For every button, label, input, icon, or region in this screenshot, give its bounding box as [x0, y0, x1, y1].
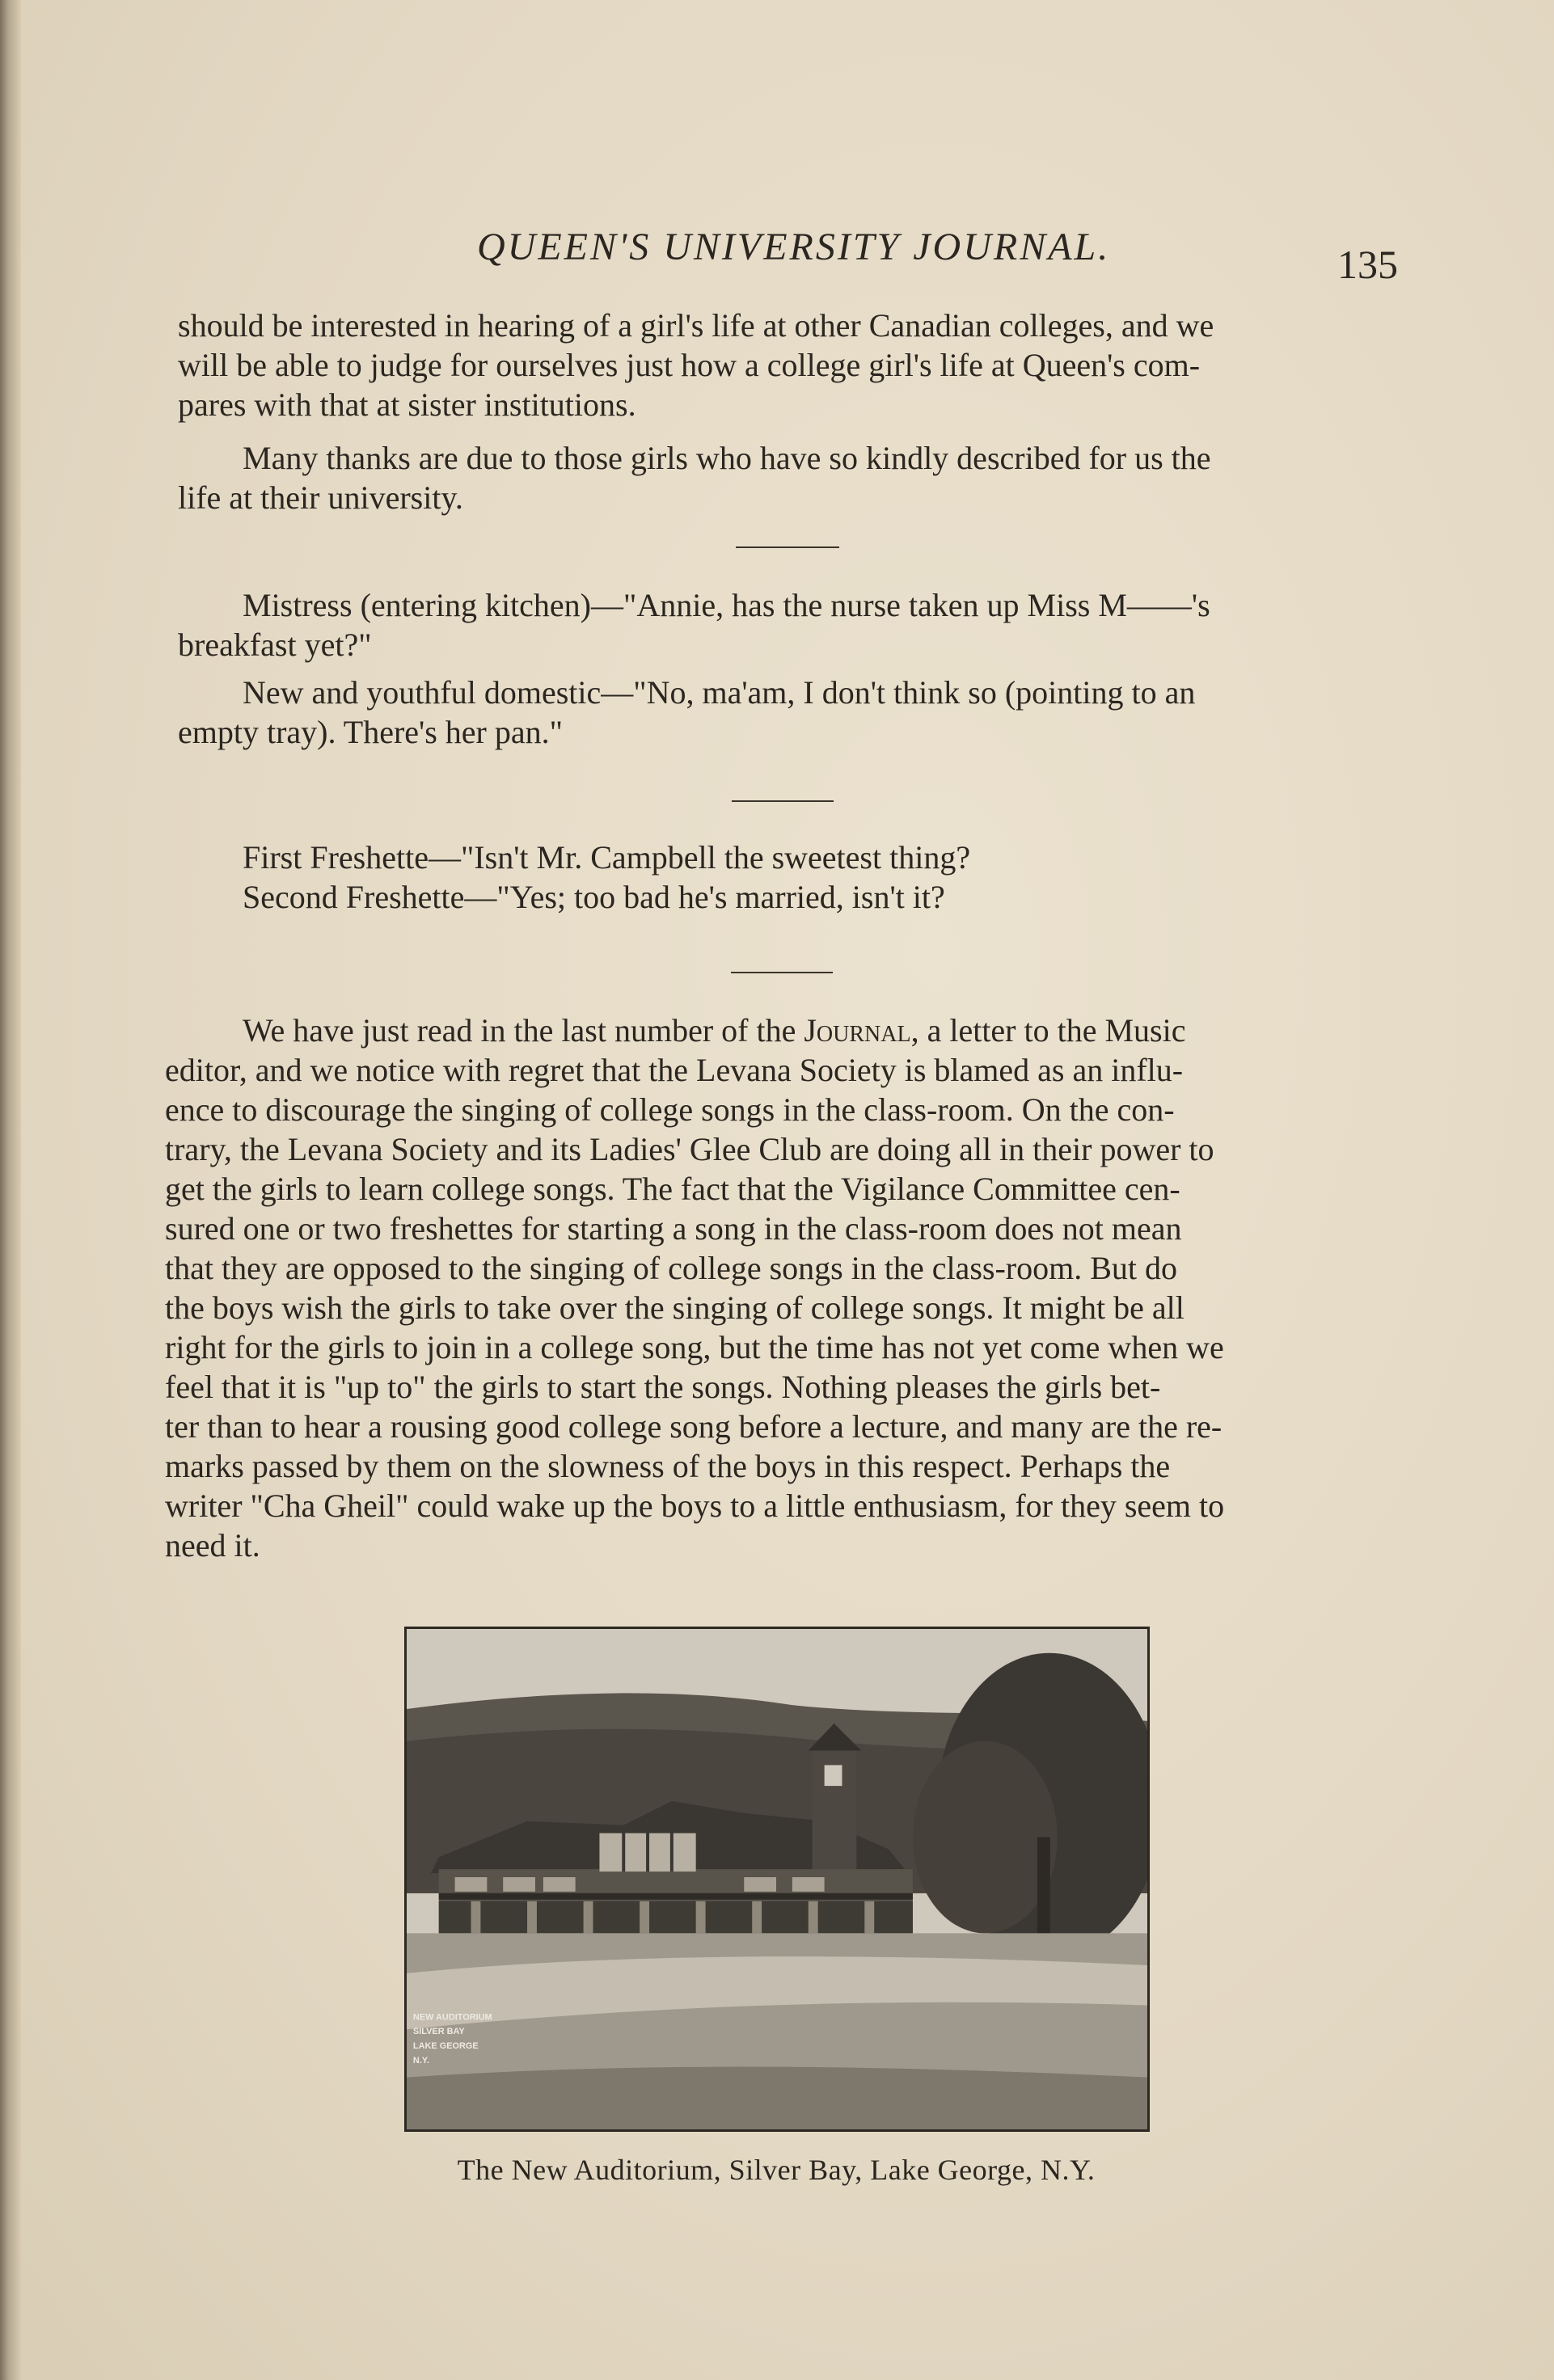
text-line: Many thanks are due to those girls who have so kindly described for us the: [243, 440, 1211, 476]
journal-name: Journal: [804, 1012, 911, 1049]
text-line: empty tray). There's her pan.": [178, 714, 563, 750]
photo-caption: The New Auditorium, Silver Bay, Lake George, N.Y.: [457, 2154, 1096, 2186]
text-line: New and youthful domestic—"No, ma'am, I don't think so (pointing to an: [243, 674, 1196, 711]
text-line: trary, the Levana Society and its Ladies' Glee Club are doing all in their power to: [165, 1131, 1214, 1167]
text-line: get the girls to learn college songs. The fact that the Vigilance Committee cen-: [165, 1171, 1180, 1207]
page-header: [0, 225, 1554, 289]
section-divider: [736, 546, 839, 548]
text-line: Second Freshette—"Yes; too bad he's married, isn't it?: [243, 879, 945, 915]
text-fragment: We have just read in the last number of the: [243, 1012, 804, 1049]
photo-inscription-line: LAKE GEORGE: [412, 2040, 479, 2051]
section-divider: [731, 972, 833, 973]
photo-inscription-line: NEW AUDITORIUM: [412, 2012, 492, 2023]
page-binding-edge: [0, 0, 21, 2380]
paragraph-thanks: [178, 438, 1399, 517]
text-line: should be interested in hearing of a girl's life at other Canadian colleges, and we: [178, 307, 1214, 344]
anecdote-mistress: [178, 585, 1399, 665]
text-line: ter than to hear a rousing good college song before a lecture, and many are the re-: [165, 1408, 1223, 1445]
anecdote-freshettes: [178, 838, 1399, 917]
running-head: QUEEN'S UNIVERSITY JOURNAL.: [477, 226, 1111, 268]
anecdote-domestic: [178, 673, 1399, 752]
photo-inscription-line: SILVER BAY: [412, 2027, 465, 2037]
text-fragment: , a letter to the Music: [910, 1012, 1186, 1049]
text-line: will be able to judge for ourselves just how a college girl's life at Queen's com-: [178, 347, 1201, 383]
auditorium-photograph: [404, 1627, 1150, 2132]
text-line: marks passed by them on the slowness of the boys in this respect. Perhaps the: [165, 1448, 1171, 1484]
text-line: ence to discourage the singing of college songs in the class-room. On the con-: [165, 1091, 1175, 1128]
text-line: writer "Cha Gheil" could wake up the boys to a little enthusiasm, for they seem to: [165, 1488, 1225, 1524]
paragraph-college-songs: [165, 1011, 1394, 1565]
section-divider: [732, 800, 834, 802]
text-line: First Freshette—"Isn't Mr. Campbell the sweetest thing?: [243, 839, 971, 876]
paragraph-continuation: [178, 306, 1399, 424]
text-line: sured one or two freshettes for starting a song in the class-room does not mean: [165, 1210, 1182, 1247]
photo-inscription-line: N.Y.: [412, 2055, 429, 2066]
text-line: right for the girls to join in a college song, but the time has not yet come when we: [165, 1329, 1224, 1365]
text-line: Mistress (entering kitchen)—"Annie, has the nurse taken up Miss M——'s: [243, 587, 1210, 623]
photo-illustration: [407, 1629, 1147, 2129]
text-line: life at their university.: [178, 479, 463, 516]
text-line: editor, and we notice with regret that the Levana Society is blamed as an influ-: [165, 1052, 1184, 1088]
text-line: need it.: [165, 1527, 260, 1563]
text-line: that they are opposed to the singing of college songs in the class-room. But do: [165, 1250, 1177, 1286]
text-line: breakfast yet?": [178, 627, 372, 663]
page-number: 135: [1337, 242, 1398, 287]
text-line: pares with that at sister institutions.: [178, 386, 636, 423]
text-line: the boys wish the girls to take over the singing of college songs. It might be all: [165, 1289, 1185, 1326]
text-line: feel that it is "up to" the girls to start the songs. Nothing pleases the girls bet-: [165, 1369, 1161, 1405]
